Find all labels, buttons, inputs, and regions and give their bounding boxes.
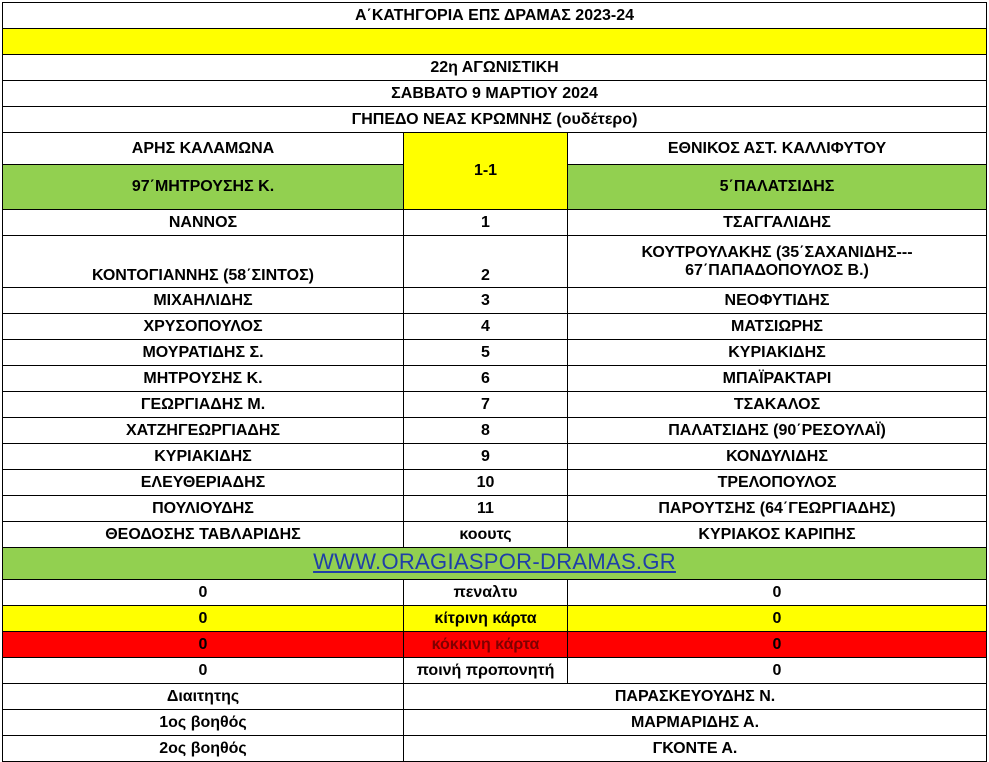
home-team-name: ΑΡΗΣ ΚΑΛΑΜΩΝΑ bbox=[3, 133, 404, 165]
home-player: ΚΥΡΙΑΚΙΔΗΣ bbox=[3, 444, 404, 470]
lineup-row bbox=[3, 340, 987, 366]
home-player: ΧΡΥΣΟΠΟΥΛΟΣ bbox=[3, 314, 404, 340]
lineup-row bbox=[3, 496, 987, 522]
coach-label: κοουτς bbox=[404, 522, 568, 548]
away-scorers: 5΄ΠΑΛΑΤΣΙΔΗΣ bbox=[568, 165, 987, 210]
lineup-row bbox=[3, 236, 987, 288]
stat-row-penalty bbox=[3, 580, 987, 606]
shirt-number: 7 bbox=[404, 392, 568, 418]
home-player: ΠΟΥΛΙΟΥΔΗΣ bbox=[3, 496, 404, 522]
penalty-label: πεναλτυ bbox=[404, 580, 568, 606]
official-role: 2ος βοηθός bbox=[3, 736, 404, 762]
away-coach-penalty: 0 bbox=[568, 658, 987, 684]
away-team-name: ΕΘΝΙΚΟΣ ΑΣΤ. ΚΑΛΛΙΦΥΤΟΥ bbox=[568, 133, 987, 165]
coach-row bbox=[3, 522, 987, 548]
shirt-number: 11 bbox=[404, 496, 568, 522]
away-player: ΤΡΕΛΟΠΟΥΛΟΣ bbox=[568, 470, 987, 496]
away-penalties: 0 bbox=[568, 580, 987, 606]
league-title: Α΄ΚΑΤΗΓΟΡΙΑ ΕΠΣ ΔΡΑΜΑΣ 2023-24 bbox=[3, 3, 987, 29]
official-role: 1ος βοηθός bbox=[3, 710, 404, 736]
home-player: ΜΙΧΑΗΛΙΔΗΣ bbox=[3, 288, 404, 314]
away-player: ΤΣΑΚΑΛΟΣ bbox=[568, 392, 987, 418]
official-role: Διαιτητης bbox=[3, 684, 404, 710]
yellow-card-label: κίτρινη κάρτα bbox=[404, 606, 568, 632]
home-scorers: 97΄ΜΗΤΡΟΥΣΗΣ Κ. bbox=[3, 165, 404, 210]
official-row bbox=[3, 710, 987, 736]
lineup-row bbox=[3, 392, 987, 418]
final-score: 1-1 bbox=[404, 133, 568, 210]
home-penalties: 0 bbox=[3, 580, 404, 606]
home-player: ΚΟΝΤΟΓΙΑΝΝΗΣ (58΄ΣΙΝΤΟΣ) bbox=[3, 236, 404, 288]
stat-row-red bbox=[3, 632, 987, 658]
away-yellow-cards: 0 bbox=[568, 606, 987, 632]
shirt-number: 2 bbox=[404, 236, 568, 288]
shirt-number: 10 bbox=[404, 470, 568, 496]
lineup-row bbox=[3, 444, 987, 470]
stat-row-yellow bbox=[3, 606, 987, 632]
shirt-number: 5 bbox=[404, 340, 568, 366]
lineup-row bbox=[3, 288, 987, 314]
stat-row-coach-penalty bbox=[3, 658, 987, 684]
home-yellow-cards: 0 bbox=[3, 606, 404, 632]
official-row bbox=[3, 684, 987, 710]
away-player: ΚΟΥΤΡΟΥΛΑΚΗΣ (35΄ΣΑΧΑΝΙΔΗΣ--- 67΄ΠΑΠΑΔΟΠΟΥΛΟΣ Β.) bbox=[568, 236, 987, 288]
home-player: ΜΟΥΡΑΤΙΔΗΣ Σ. bbox=[3, 340, 404, 366]
away-player: ΝΕΟΦΥΤΙΔΗΣ bbox=[568, 288, 987, 314]
shirt-number: 9 bbox=[404, 444, 568, 470]
official-name: ΓΚΟΝΤΕ Α. bbox=[404, 736, 987, 762]
lineup-row bbox=[3, 314, 987, 340]
home-player: ΕΛΕΥΘΕΡΙΑΔΗΣ bbox=[3, 470, 404, 496]
red-card-label: κόκκινη κάρτα bbox=[404, 632, 568, 658]
lineup-row bbox=[3, 418, 987, 444]
lineup-row bbox=[3, 366, 987, 392]
home-player: ΜΗΤΡΟΥΣΗΣ Κ. bbox=[3, 366, 404, 392]
shirt-number: 8 bbox=[404, 418, 568, 444]
away-player: ΤΣΑΓΓΑΛΙΔΗΣ bbox=[568, 210, 987, 236]
away-player: ΜΑΤΣΙΩΡΗΣ bbox=[568, 314, 987, 340]
home-player: ΓΕΩΡΓΙΑΔΗΣ Μ. bbox=[3, 392, 404, 418]
shirt-number: 4 bbox=[404, 314, 568, 340]
yellow-band bbox=[3, 29, 987, 55]
shirt-number: 3 bbox=[404, 288, 568, 314]
home-coach-penalty: 0 bbox=[3, 658, 404, 684]
lineup-row bbox=[3, 470, 987, 496]
away-red-cards: 0 bbox=[568, 632, 987, 658]
away-player: ΠΑΛΑΤΣΙΔΗΣ (90΄ΡΕΣΟΥΛΑΪ) bbox=[568, 418, 987, 444]
match-sheet bbox=[2, 2, 987, 762]
home-red-cards: 0 bbox=[3, 632, 404, 658]
official-name: ΠΑΡΑΣΚΕΥΟΥΔΗΣ Ν. bbox=[404, 684, 987, 710]
shirt-number: 6 bbox=[404, 366, 568, 392]
lineup-row bbox=[3, 210, 987, 236]
home-player: ΧΑΤΖΗΓΕΩΡΓΙΑΔΗΣ bbox=[3, 418, 404, 444]
home-player: ΝΑΝΝΟΣ bbox=[3, 210, 404, 236]
matchday: 22η ΑΓΩΝΙΣΤΙΚΗ bbox=[3, 55, 987, 81]
away-player: ΚΥΡΙΑΚΙΔΗΣ bbox=[568, 340, 987, 366]
shirt-number: 1 bbox=[404, 210, 568, 236]
home-coach: ΘΕΟΔΟΣΗΣ ΤΑΒΛΑΡΙΔΗΣ bbox=[3, 522, 404, 548]
coach-penalty-label: ποινή προπονητή bbox=[404, 658, 568, 684]
away-player: ΚΟΝΔΥΛΙΔΗΣ bbox=[568, 444, 987, 470]
official-row bbox=[3, 736, 987, 762]
away-player: ΜΠΑΪΡΑΚΤΑΡΙ bbox=[568, 366, 987, 392]
website-link[interactable]: WWW.ORAGIASPOR-DRAMAS.GR bbox=[313, 549, 676, 574]
away-player: ΠΑΡΟΥΤΣΗΣ (64΄ΓΕΩΡΓΙΑΔΗΣ) bbox=[568, 496, 987, 522]
match-date: ΣΑΒΒΑΤΟ 9 ΜΑΡΤΙΟΥ 2024 bbox=[3, 81, 987, 107]
away-coach: ΚΥΡΙΑΚΟΣ ΚΑΡΙΠΗΣ bbox=[568, 522, 987, 548]
venue: ΓΗΠΕΔΟ ΝΕΑΣ ΚΡΩΜΝΗΣ (ουδέτερο) bbox=[3, 107, 987, 133]
website-banner bbox=[3, 548, 987, 580]
official-name: ΜΑΡΜΑΡΙΔΗΣ Α. bbox=[404, 710, 987, 736]
